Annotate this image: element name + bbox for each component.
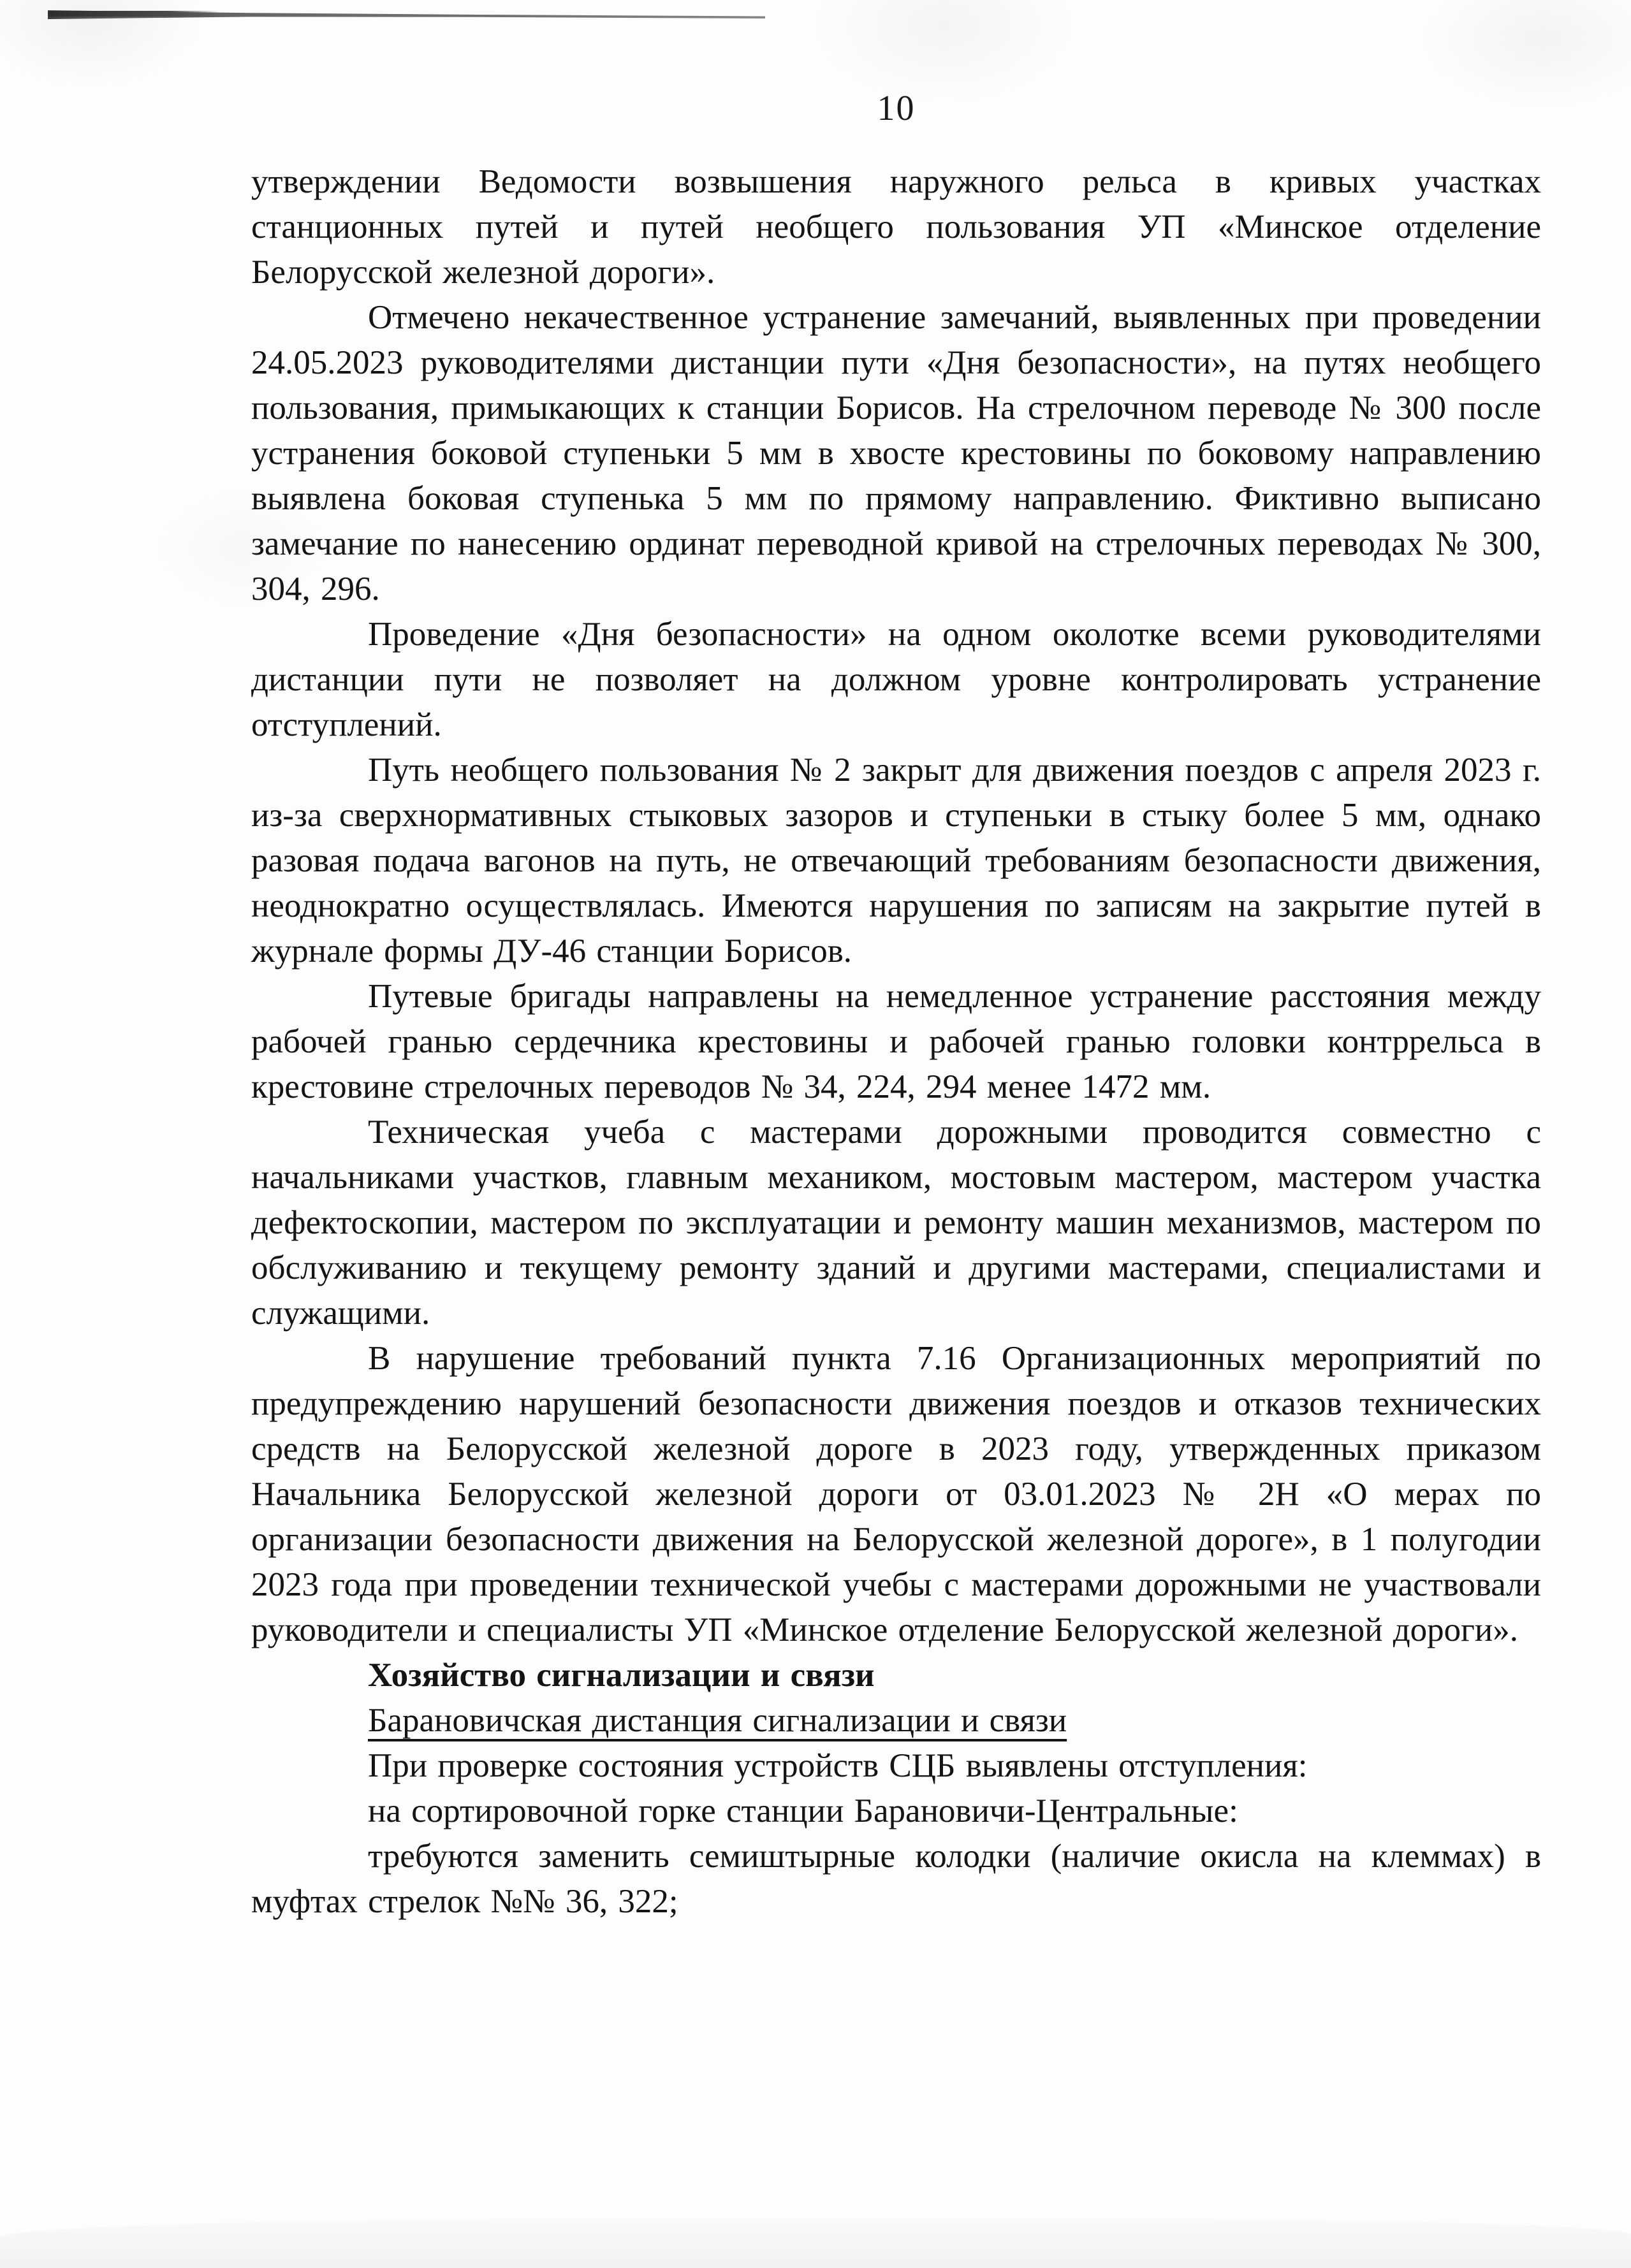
paragraph-7: В нарушение требований пункта 7.16 Организационных мероприятий по предупреждению нарушений безопасности движения поездов и отказов технических средств на Белорусской железной дороге в 2023 году, утвержденных приказом Начальника Белорусской железной дороги от 03.01.2023 № 2Н «О мерах по организации безопасности движения на Белорусской железной дороге», в 1 полугодии 2023 года при проведении технической учебы с мастерами дорожными не участвовали руководители и специалисты УП «Минское отделение Белорусской железной дороги». xyxy=(251,1340,1541,1648)
paragraph-11: на сортировочной горке станции Барановичи-Центральные: xyxy=(368,1792,1238,1829)
paragraph-1: утверждении Ведомости возвышения наружного рельса в кривых участках станционных путей и путей необщего пользования УП «Минское отделение Белорусской железной дороги». xyxy=(251,163,1541,291)
page-number: 10 xyxy=(877,89,916,128)
paragraph-4: Путь необщего пользования № 2 закрыт для движения поездов с апреля 2023 г. из-за сверхнормативных стыковых зазоров и ступеньки в стыку более 5 мм, однако разовая подача вагонов на путь, не отвечающий требованиям безопасности движения, неоднократно осуществлялась. Имеются нарушения по записям на закрытие путей в журнале формы ДУ-46 станции Борисов. xyxy=(251,752,1541,970)
paragraph-10: При проверке состояния устройств СЦБ выявлены отступления: xyxy=(368,1747,1308,1784)
paragraph-2: Отмечено некачественное устранение замечаний, выявленных при проведении 24.05.2023 руководителями дистанции пути «Дня безопасности», на путях необщего пользования, примыкающих к станции Борисов. На стрелочном переводе № 300 после устранения боковой ступеньки 5 мм в хвосте крестовины по боковому направлению выявлена боковая ступенька 5 мм по прямому направлению. Фиктивно выписано замечание по нанесению ординат переводной кривой на стрелочных переводах № 300, 304, 296. xyxy=(251,299,1541,607)
paragraph-3: Проведение «Дня безопасности» на одном околотке всеми руководителями дистанции пути не позволяет на должном уровне контролировать устранение отступлений. xyxy=(251,616,1541,743)
text-block xyxy=(251,159,1541,1924)
paragraph-12: требуются заменить семиштырные колодки (наличие окисла на клеммах) в муфтах стрелок №№ 36, 322; xyxy=(251,1838,1541,1920)
paragraph-9: Барановичская дистанция сигнализации и связи xyxy=(368,1702,1067,1739)
paragraph-6: Техническая учеба с мастерами дорожными проводится совместно с начальниками участков, главным механиком, мостовым мастером, мастером участка дефектоскопии, мастером по эксплуатации и ремонту машин механизмов, мастером по обслуживанию и текущему ремонту зданий и другими мастерами, специалистами и служащими. xyxy=(251,1114,1541,1332)
scan-artifact-bottom-band xyxy=(0,2218,1631,2268)
scan-artifact-top-line-dark-segment xyxy=(48,11,220,17)
paragraph-8: Хозяйство сигнализации и связи xyxy=(368,1657,875,1694)
paragraph-5: Путевые бригады направлены на немедленное устранение расстояния между рабочей гранью сердечника крестовины и рабочей гранью головки контррельса в крестовине стрелочных переводов № 34, 224, 294 менее 1472 мм. xyxy=(251,978,1541,1105)
